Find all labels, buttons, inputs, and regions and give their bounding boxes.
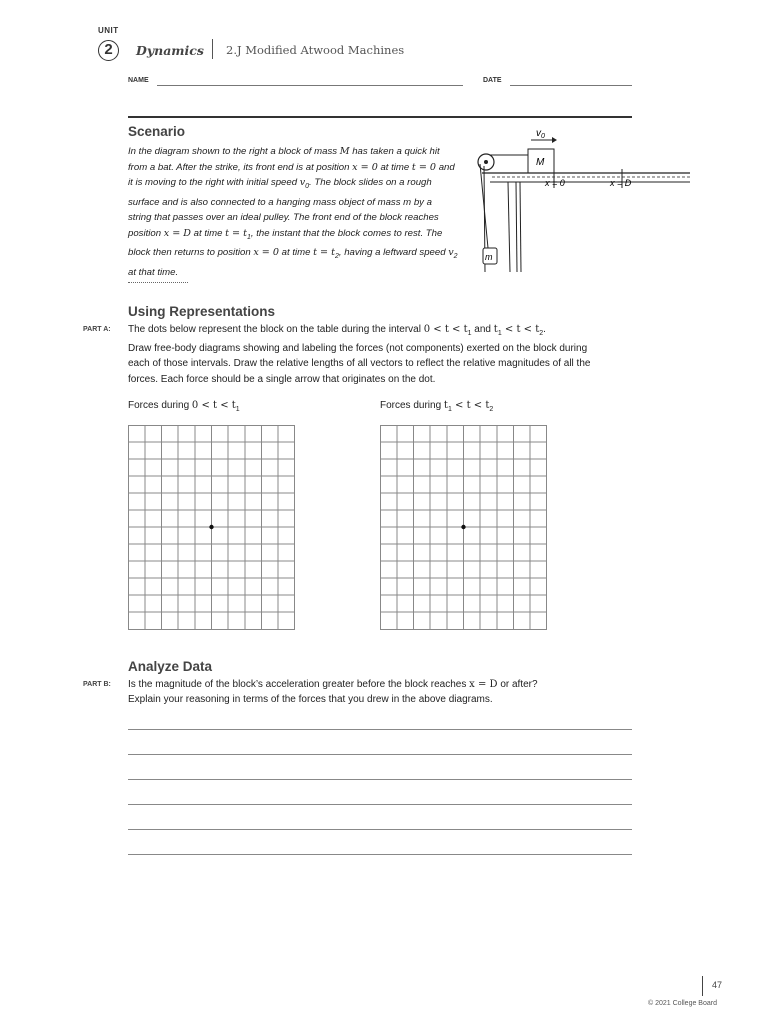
part-a-text: The dots below represent the block on the table during the interval $0 < t < t_1$ and $t_1 < t < t_2$. Draw free-body diagrams showing and labeling the forces (not components) exerted on the block during each of those intervals. Draw the relative lengths of all vectors to reflect the relative magnitudes of all the forces. Each force should be a single arrow that originates on the dot. xyxy=(128,324,591,385)
answer-line[interactable] xyxy=(128,729,632,730)
answer-line[interactable] xyxy=(128,829,632,830)
answer-line[interactable] xyxy=(128,804,632,805)
answer-line[interactable] xyxy=(128,779,632,780)
date-label: DATE xyxy=(483,77,502,84)
unit-name: Dynamics xyxy=(136,43,204,58)
velocity-arrowhead xyxy=(552,137,557,143)
page-number-divider xyxy=(702,976,703,996)
hanging-mass-label: m xyxy=(485,252,493,262)
block-dot xyxy=(209,525,213,529)
date-field[interactable] xyxy=(510,85,632,86)
scenario-text: In the diagram shown to the right a block of mass M has taken a quick hit from a bat. After the strike, its front end is at position x = 0 at time t = 0 and it is moving to the right with initial speed $v_0$. The block slides on a rough surface and is also connected to a hanging mass object of mass m by a string that passes over an ideal pulley. The front end of the block reaches position x = D at time $t = t_1$, the instant that the block comes to rest. The block then returns to position x = 0 at time $t = t_2$, having a leftward speed $v_2$ at that time. xyxy=(128,146,458,278)
pulley-axle xyxy=(484,160,488,164)
scenario-heading: Scenario xyxy=(128,124,186,139)
block-label: M xyxy=(536,157,545,168)
block-dot xyxy=(461,525,465,529)
topic-title: 2.J Modified Atwood Machines xyxy=(226,43,405,57)
part-b-question: Is the magnitude of the block’s acceleration greater before the block reaches x = D or after? Explain your reasoning in terms of the forces that you drew in the above diagrams. xyxy=(128,679,538,706)
representations-heading: Using Representations xyxy=(128,304,276,319)
fbd-grid-2[interactable] xyxy=(380,425,548,631)
unit-label: UNIT xyxy=(98,26,119,35)
atwood-diagram xyxy=(470,124,692,276)
table-leg xyxy=(516,182,517,272)
fbd-grid-1[interactable] xyxy=(128,425,296,631)
velocity-label: $v_0$ xyxy=(536,128,545,140)
grid1-title: Forces during $0 < t < t_1$ xyxy=(128,400,240,413)
table-leg xyxy=(520,182,521,272)
table-leg xyxy=(508,182,510,272)
analyze-heading: Analyze Data xyxy=(128,659,213,674)
unit-number-badge: 2 xyxy=(98,40,119,61)
dotted-separator xyxy=(128,282,188,283)
header-divider xyxy=(212,39,213,59)
x0-label: x = 0 xyxy=(545,178,565,188)
copyright: © 2021 College Board xyxy=(648,1000,717,1007)
part-b-label: PART B: xyxy=(83,681,111,688)
name-field[interactable] xyxy=(157,85,463,86)
name-label: NAME xyxy=(128,77,149,84)
section-rule xyxy=(128,116,632,118)
answer-line[interactable] xyxy=(128,754,632,755)
xd-label: x = D xyxy=(610,178,632,188)
part-a-label: PART A: xyxy=(83,326,111,333)
answer-line[interactable] xyxy=(128,854,632,855)
grid2-title: Forces during $t_1 < t < t_2$ xyxy=(380,400,494,413)
page-number: 47 xyxy=(712,980,723,990)
